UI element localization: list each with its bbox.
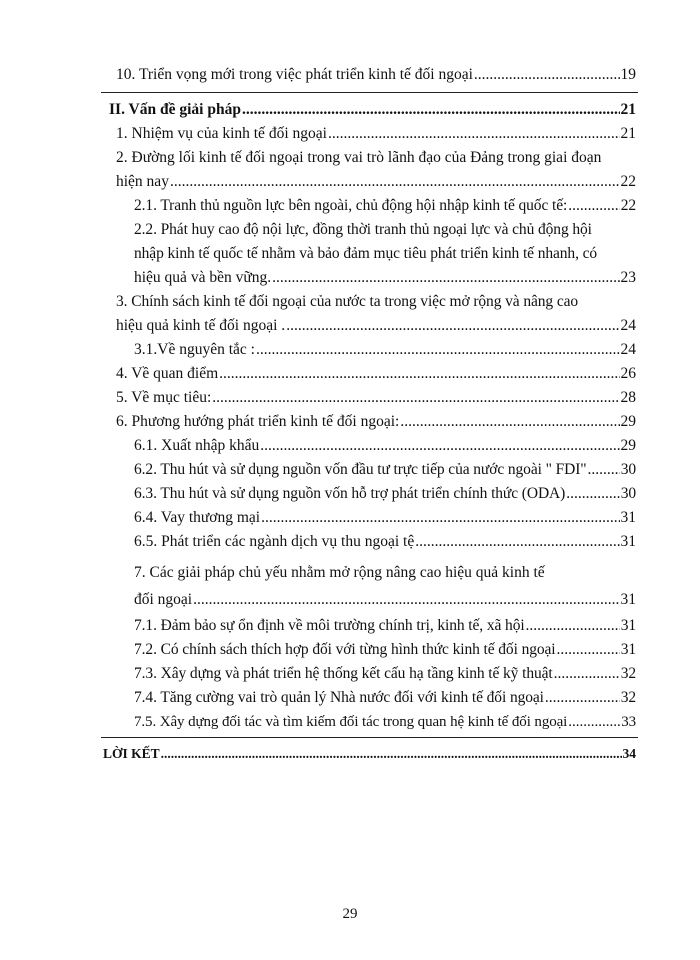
toc-leader [161, 744, 622, 764]
toc-entry[interactable] [134, 532, 636, 552]
toc-entry-title: 3.1.Về nguyên tắc : [134, 341, 255, 358]
toc-entry[interactable] [116, 172, 636, 192]
toc-entry-page: 30 [620, 461, 636, 478]
toc-entry[interactable] [134, 664, 636, 684]
toc-leader [474, 65, 620, 85]
toc-entry-page: 24 [620, 317, 636, 334]
toc-entry-title: hiện nay [116, 173, 169, 190]
toc-entry-title: 6.2. Thu hút và sử dụng nguồn vốn đầu tư trực tiếp của nước ngoài " FDI" [134, 461, 587, 478]
toc-leader [526, 616, 620, 636]
toc-entry-page: 21 [620, 125, 636, 142]
toc-entry-line: 2. Đường lối kinh tế đối ngoại trong vai trò lãnh đạo của Đảng trong giai đoạn [116, 149, 602, 166]
toc-leader [568, 712, 620, 732]
toc-entry-title: 10. Triển vọng mới trong việc phát triển kinh tế đối ngoại [116, 66, 473, 83]
toc-entry-page: 31 [620, 641, 636, 658]
toc-entry-title: 4. Về quan điểm [116, 365, 219, 382]
toc-entry-title: 6.3. Thu hút và sử dụng nguồn vốn hỗ trợ phát triển chính thức (ODA) [134, 485, 566, 502]
toc-entry[interactable] [134, 436, 636, 456]
toc-leader [193, 590, 619, 610]
toc-entry-line: 2.2. Phát huy cao độ nội lực, đồng thời tranh thủ ngoại lực và chủ động hội [134, 221, 592, 238]
toc-entry[interactable] [134, 616, 636, 636]
toc-entry[interactable] [116, 316, 636, 336]
toc-leader [242, 100, 620, 120]
toc-entry[interactable] [134, 268, 636, 288]
toc-leader [328, 124, 620, 144]
toc-entry-line: 3. Chính sách kinh tế đối ngoại của nước ta trong việc mở rộng và nâng cao [116, 293, 579, 310]
toc-entry[interactable] [134, 688, 636, 708]
toc-entry-page: 31 [620, 509, 636, 526]
toc-entry-page: 26 [620, 365, 636, 382]
toc-entry-page: 32 [620, 665, 636, 682]
toc-entry-title: 2.1. Tranh thủ nguồn lực bên ngoài, chủ động hội nhập kinh tế quốc tế: [134, 197, 568, 214]
toc-entry-title: 7.4. Tăng cường vai trò quản lý Nhà nước đối với kinh tế đối ngoại [134, 689, 544, 706]
toc-leader [545, 688, 620, 708]
toc-entry[interactable] [116, 124, 636, 144]
toc-entry-title: 7.2. Có chính sách thích hợp đối với từng hình thức kinh tế đối ngoại [134, 641, 556, 658]
toc-entry-page: 29 [620, 437, 636, 454]
toc-entry[interactable] [134, 484, 636, 504]
toc-entry-page: 31 [620, 617, 636, 634]
toc-entry-page: 23 [620, 269, 636, 286]
toc-entry-title: hiệu quả kinh tế đối ngoại . [116, 317, 286, 334]
toc-leader [261, 508, 619, 528]
toc-entry-title: II. Vấn đề giải pháp [109, 101, 241, 118]
page-number: 29 [342, 906, 358, 922]
toc-leader [415, 532, 619, 552]
toc-entry-page: 30 [620, 485, 636, 502]
toc-entry-page: 34 [622, 746, 636, 761]
toc-entry-page: 31 [620, 533, 636, 550]
toc-entry-title: 6.4. Vay thương mại [134, 509, 261, 526]
toc-entry[interactable] [134, 460, 636, 480]
toc-entry-page: 24 [620, 341, 636, 358]
toc-entry-title: 1. Nhiệm vụ của kinh tế đối ngoại [116, 125, 327, 142]
toc-section-heading[interactable] [103, 744, 636, 764]
toc-leader [260, 436, 619, 456]
toc-entry-title: 7.1. Đảm bảo sự ổn định về môi trường chính trị, kinh tế, xã hội [134, 617, 525, 634]
toc-entry-title: 6.1. Xuất nhập khẩu [134, 437, 260, 454]
toc-entry-title: 6.5. Phát triển các ngành dịch vụ thu ngoại tệ [134, 533, 415, 550]
toc-entry[interactable] [116, 412, 636, 432]
toc-entry[interactable] [134, 712, 636, 732]
toc-entry-page: 19 [620, 66, 636, 83]
toc-entry-title: đối ngoại [134, 591, 193, 608]
section-divider [101, 737, 638, 738]
toc-entry-page: 22 [620, 197, 636, 214]
toc-entry-line: 7. Các giải pháp chủ yếu nhằm mở rộng nâng cao hiệu quả kinh tế [134, 564, 545, 581]
toc-entry-title: LỜI KẾT [103, 746, 160, 761]
toc-leader [588, 460, 620, 480]
toc-entry-title: 7.5. Xây dựng đối tác và tìm kiếm đối tác trong quan hệ kinh tế đối ngoại [134, 714, 568, 730]
toc-leader [568, 196, 619, 216]
toc-entry[interactable] [116, 364, 636, 384]
toc-entry[interactable] [116, 65, 636, 85]
toc-entry-page: 32 [620, 689, 636, 706]
toc-leader [170, 172, 620, 192]
toc-entry-title: 7.3. Xây dựng và phát triển hệ thống kết cấu hạ tầng kinh tế kỹ thuật [134, 665, 553, 682]
toc-entry-page: 28 [620, 389, 636, 406]
toc-entry[interactable] [134, 590, 636, 610]
toc-entry-page: 29 [620, 413, 636, 430]
toc-leader [554, 664, 620, 684]
toc-entry[interactable] [134, 196, 636, 216]
toc-entry[interactable] [134, 340, 636, 360]
toc-entry[interactable] [116, 388, 636, 408]
toc-entry-page: 33 [621, 714, 636, 730]
toc-leader [272, 268, 619, 288]
toc-entry-title: 6. Phương hướng phát triển kinh tế đối ngoại: [116, 413, 400, 430]
toc-entry[interactable] [134, 508, 636, 528]
toc-leader [566, 484, 619, 504]
toc-section-heading[interactable] [109, 100, 636, 120]
toc-leader [212, 388, 619, 408]
toc-entry-page: 21 [620, 101, 636, 118]
toc-entry-line: nhập kinh tế quốc tế nhằm và bảo đảm mục tiêu phát triển kinh tế nhanh, có [134, 245, 598, 262]
toc-entry-page: 31 [620, 591, 636, 608]
toc-leader [219, 364, 619, 384]
toc-entry-page: 22 [620, 173, 636, 190]
toc-leader [256, 340, 620, 360]
toc-leader [286, 316, 619, 336]
toc-entry[interactable] [134, 640, 636, 660]
toc-entry-title: hiệu quả và bền vững. [134, 269, 272, 286]
section-divider [101, 92, 638, 93]
toc-leader [557, 640, 620, 660]
toc-leader [400, 412, 619, 432]
toc-entry-title: 5. Về mục tiêu: [116, 389, 212, 406]
